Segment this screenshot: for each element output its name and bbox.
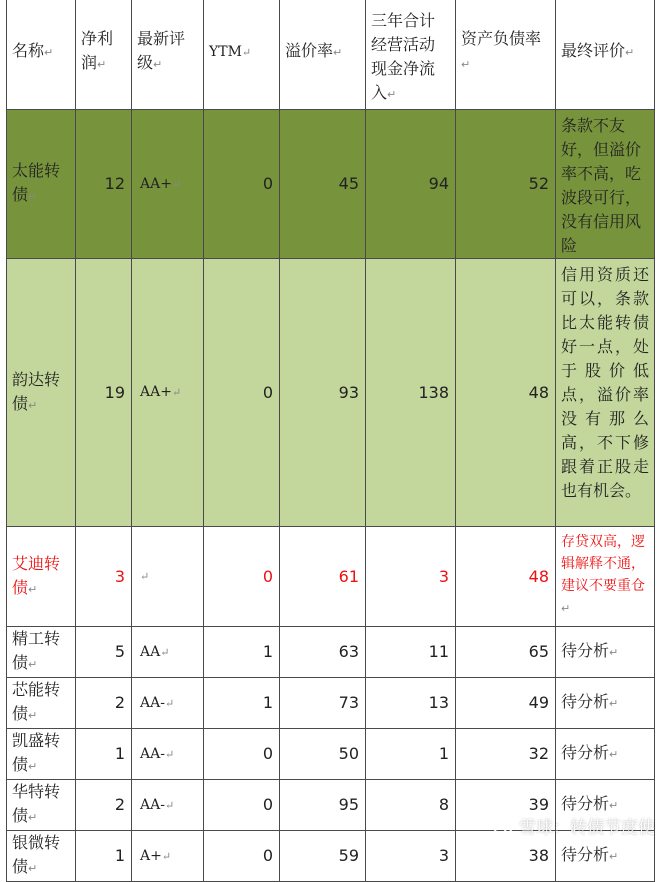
rating-cell: AA↵ [132,627,204,678]
bond-table [6,0,655,882]
net-profit-cell: 2 [76,780,132,831]
net-profit-cell: 5 [76,627,132,678]
net-profit-cell: 19 [76,259,132,527]
debt-ratio-cell: 39 [456,780,556,831]
cash-flow-cell: 94 [366,110,456,259]
ytm-cell: 0 [204,780,280,831]
table-row [7,110,655,259]
bond-name: 银微转债↵ [7,831,76,882]
table-row [7,527,655,627]
header-row [7,0,655,110]
header-debt-ratio: 资产负债率↵ [456,0,556,110]
bond-name: 凯盛转债↵ [7,729,76,780]
bond-name: 太能转债↵ [7,110,76,259]
ytm-cell: 1 [204,678,280,729]
watermark-text: 雪球：转债节度使 [519,818,655,838]
premium-cell: 73 [280,678,366,729]
cash-flow-cell: 3 [366,527,456,627]
debt-ratio-cell: 32 [456,729,556,780]
watermark [493,813,655,838]
net-profit-cell: 3 [76,527,132,627]
verdict-cell: 存贷双高，逻辑解释不通，建议不要重仓↵ [556,527,655,627]
verdict-cell: 待分析↵ [556,831,655,882]
verdict-cell: 待分析↵ [556,678,655,729]
premium-cell: 63 [280,627,366,678]
ytm-cell: 0 [204,831,280,882]
cash-flow-cell: 3 [366,831,456,882]
premium-cell: 45 [280,110,366,259]
bond-name: 芯能转债↵ [7,678,76,729]
table-row [7,831,655,882]
rating-cell: ↵ [132,527,204,627]
bond-name: 华特转债↵ [7,780,76,831]
net-profit-cell: 1 [76,729,132,780]
ytm-cell: 0 [204,729,280,780]
bond-name: 精工转债↵ [7,627,76,678]
net-profit-cell: 12 [76,110,132,259]
debt-ratio-cell: 52 [456,110,556,259]
premium-cell: 50 [280,729,366,780]
cash-flow-cell: 1 [366,729,456,780]
debt-ratio-cell: 49 [456,678,556,729]
rating-cell: AA+↵ [132,259,204,527]
rating-cell: AA-↵ [132,780,204,831]
table-row [7,259,655,527]
premium-cell: 95 [280,780,366,831]
ytm-cell: 0 [204,527,280,627]
header-net-profit: 净利润↵ [76,0,132,110]
premium-cell: 93 [280,259,366,527]
net-profit-cell: 2 [76,678,132,729]
debt-ratio-cell: 65 [456,627,556,678]
table-row [7,729,655,780]
debt-ratio-cell: 38 [456,831,556,882]
rating-cell: A+↵ [132,831,204,882]
cash-flow-cell: 8 [366,780,456,831]
header-rating: 最新评级↵ [132,0,204,110]
debt-ratio-cell: 48 [456,259,556,527]
verdict-cell: 待分析↵ [556,780,655,831]
rating-cell: AA+↵ [132,110,204,259]
header-name: 名称↵ [7,0,76,110]
header-cash-flow: 三年合计经营活动现金净流入↵ [366,0,456,110]
bond-name: 韵达转债↵ [7,259,76,527]
cash-flow-cell: 11 [366,627,456,678]
cash-flow-cell: 138 [366,259,456,527]
premium-cell: 59 [280,831,366,882]
table-row [7,627,655,678]
header-verdict: 最终评价↵ [556,0,655,110]
net-profit-cell: 1 [76,831,132,882]
bond-name: 艾迪转债↵ [7,527,76,627]
verdict-cell: 待分析↵ [556,729,655,780]
header-ytm: YTM↵ [204,0,280,110]
cash-flow-cell: 13 [366,678,456,729]
rating-cell: AA-↵ [132,678,204,729]
verdict-cell: 信用资质还可以，条款比太能转债好一点，处于股价低点，溢价率没有那么高，不下修跟着正股走也有机会。 [556,259,655,527]
rating-cell: AA-↵ [132,729,204,780]
debt-ratio-cell: 48 [456,527,556,627]
ytm-cell: 0 [204,259,280,527]
header-premium: 溢价率↵ [280,0,366,110]
ytm-cell: 0 [204,110,280,259]
premium-cell: 61 [280,527,366,627]
verdict-cell: 条款不友好，但溢价率不高，吃波段可行，没有信用风险 [556,110,655,259]
table-row [7,678,655,729]
verdict-cell: 待分析↵ [556,627,655,678]
snowball-logo-icon [493,816,513,836]
ytm-cell: 1 [204,627,280,678]
